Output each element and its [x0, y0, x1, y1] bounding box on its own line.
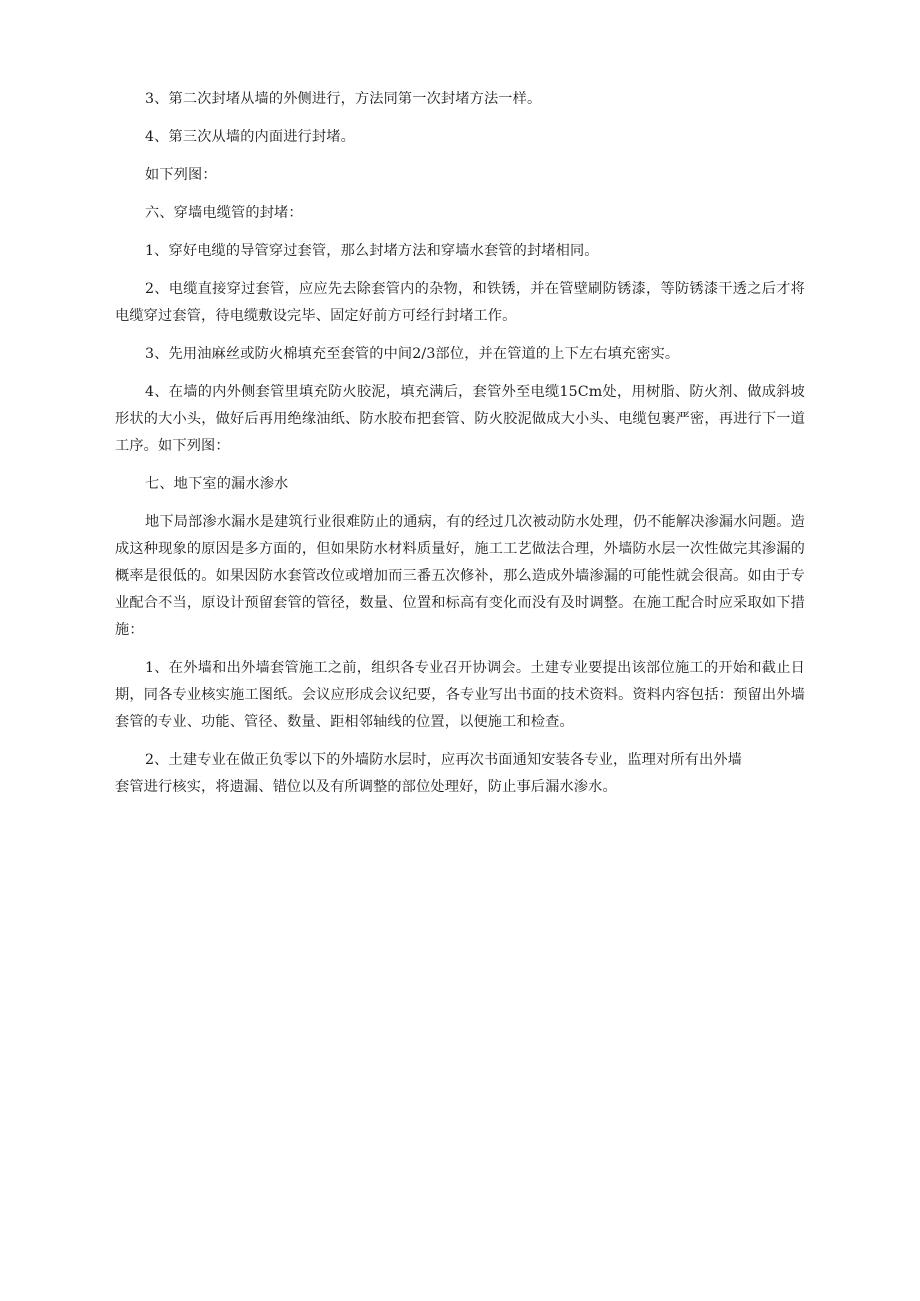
paragraph-basement-intro: 地下局部渗水漏水是建筑行业很难防止的通病，有的经过几次被动防水处理，仍不能解决渗漏水问题。造成这种现象的原因是多方面的，但如果防水材料质量好，施工工艺做法合理，外墙防水层一次性做完其渗漏的概率是很低的。如果因防水套管改位或增加而三番五次修补，那么造成外墙渗漏的可能性就会很高。如由于专业配合不当，原设计预留套管的管径，数量、位置和标高有变化而没有及时调整。在施工配合时应采取如下措施： — [115, 514, 805, 638]
paragraph-measure-2-line-2: 套管进行核实，将遗漏、错位以及有所调整的部位处理好，防止事后漏水渗水。 — [115, 779, 617, 795]
paragraph-seal-step-3: 3、第二次封堵从墙的外侧进行，方法同第一次封堵方法一样。 — [145, 91, 542, 107]
section-heading-cable-conduit: 六、穿墙电缆管的封堵： — [145, 205, 303, 221]
paragraph-measure-1: 1、在外墙和出外墙套管施工之前，组织各专业召开协调会。土建专业要提出该部位施工的开始和截止日期，同各专业核实施工图纸。会议应形成会议纪要，各专业写出书面的技术资料。资料内容包括：预留出外墙套管的专业、功能、管径、数量、距相邻轴线的位置，以便施工和检查。 — [115, 660, 805, 730]
paragraph-measure-2-line-1: 2、土建专业在做正负零以下的外墙防水层时，应再次书面通知安装各专业，监理对所有出外墙 — [145, 752, 743, 768]
paragraph-cable-step-4: 4、在墙的内外侧套管里填充防火胶泥，填充满后，套管外至电缆15Cm处，用树脂、防火剂、做成斜坡形状的大小头，做好后再用绝缘油纸、防水胶布把套管、防火胶泥做成大小头、电缆包裹严密，再进行下一道工序。如下列图： — [115, 384, 805, 454]
paragraph-cable-step-2: 2、电缆直接穿过套管，应应先去除套管内的杂物，和铁锈，并在管壁刷防锈漆，等防锈漆干透之后才将电缆穿过套管，待电缆敷设完毕、固定好前方可经行封堵工作。 — [115, 281, 805, 324]
paragraph-cable-step-3: 3、先用油麻丝或防火棉填充至套管的中间2/3部位，并在管道的上下左右填充密实。 — [145, 346, 680, 362]
section-heading-basement-leak: 七、地下室的漏水渗水 — [145, 476, 289, 492]
paragraph-figure-ref-1: 如下列图： — [145, 167, 217, 183]
document-body — [115, 86, 805, 801]
paragraph-cable-step-1: 1、穿好电缆的导管穿过套管，那么封堵方法和穿墙水套管的封堵相同。 — [145, 243, 599, 259]
paragraph-seal-step-4: 4、第三次从墙的内面进行封堵。 — [145, 129, 355, 145]
